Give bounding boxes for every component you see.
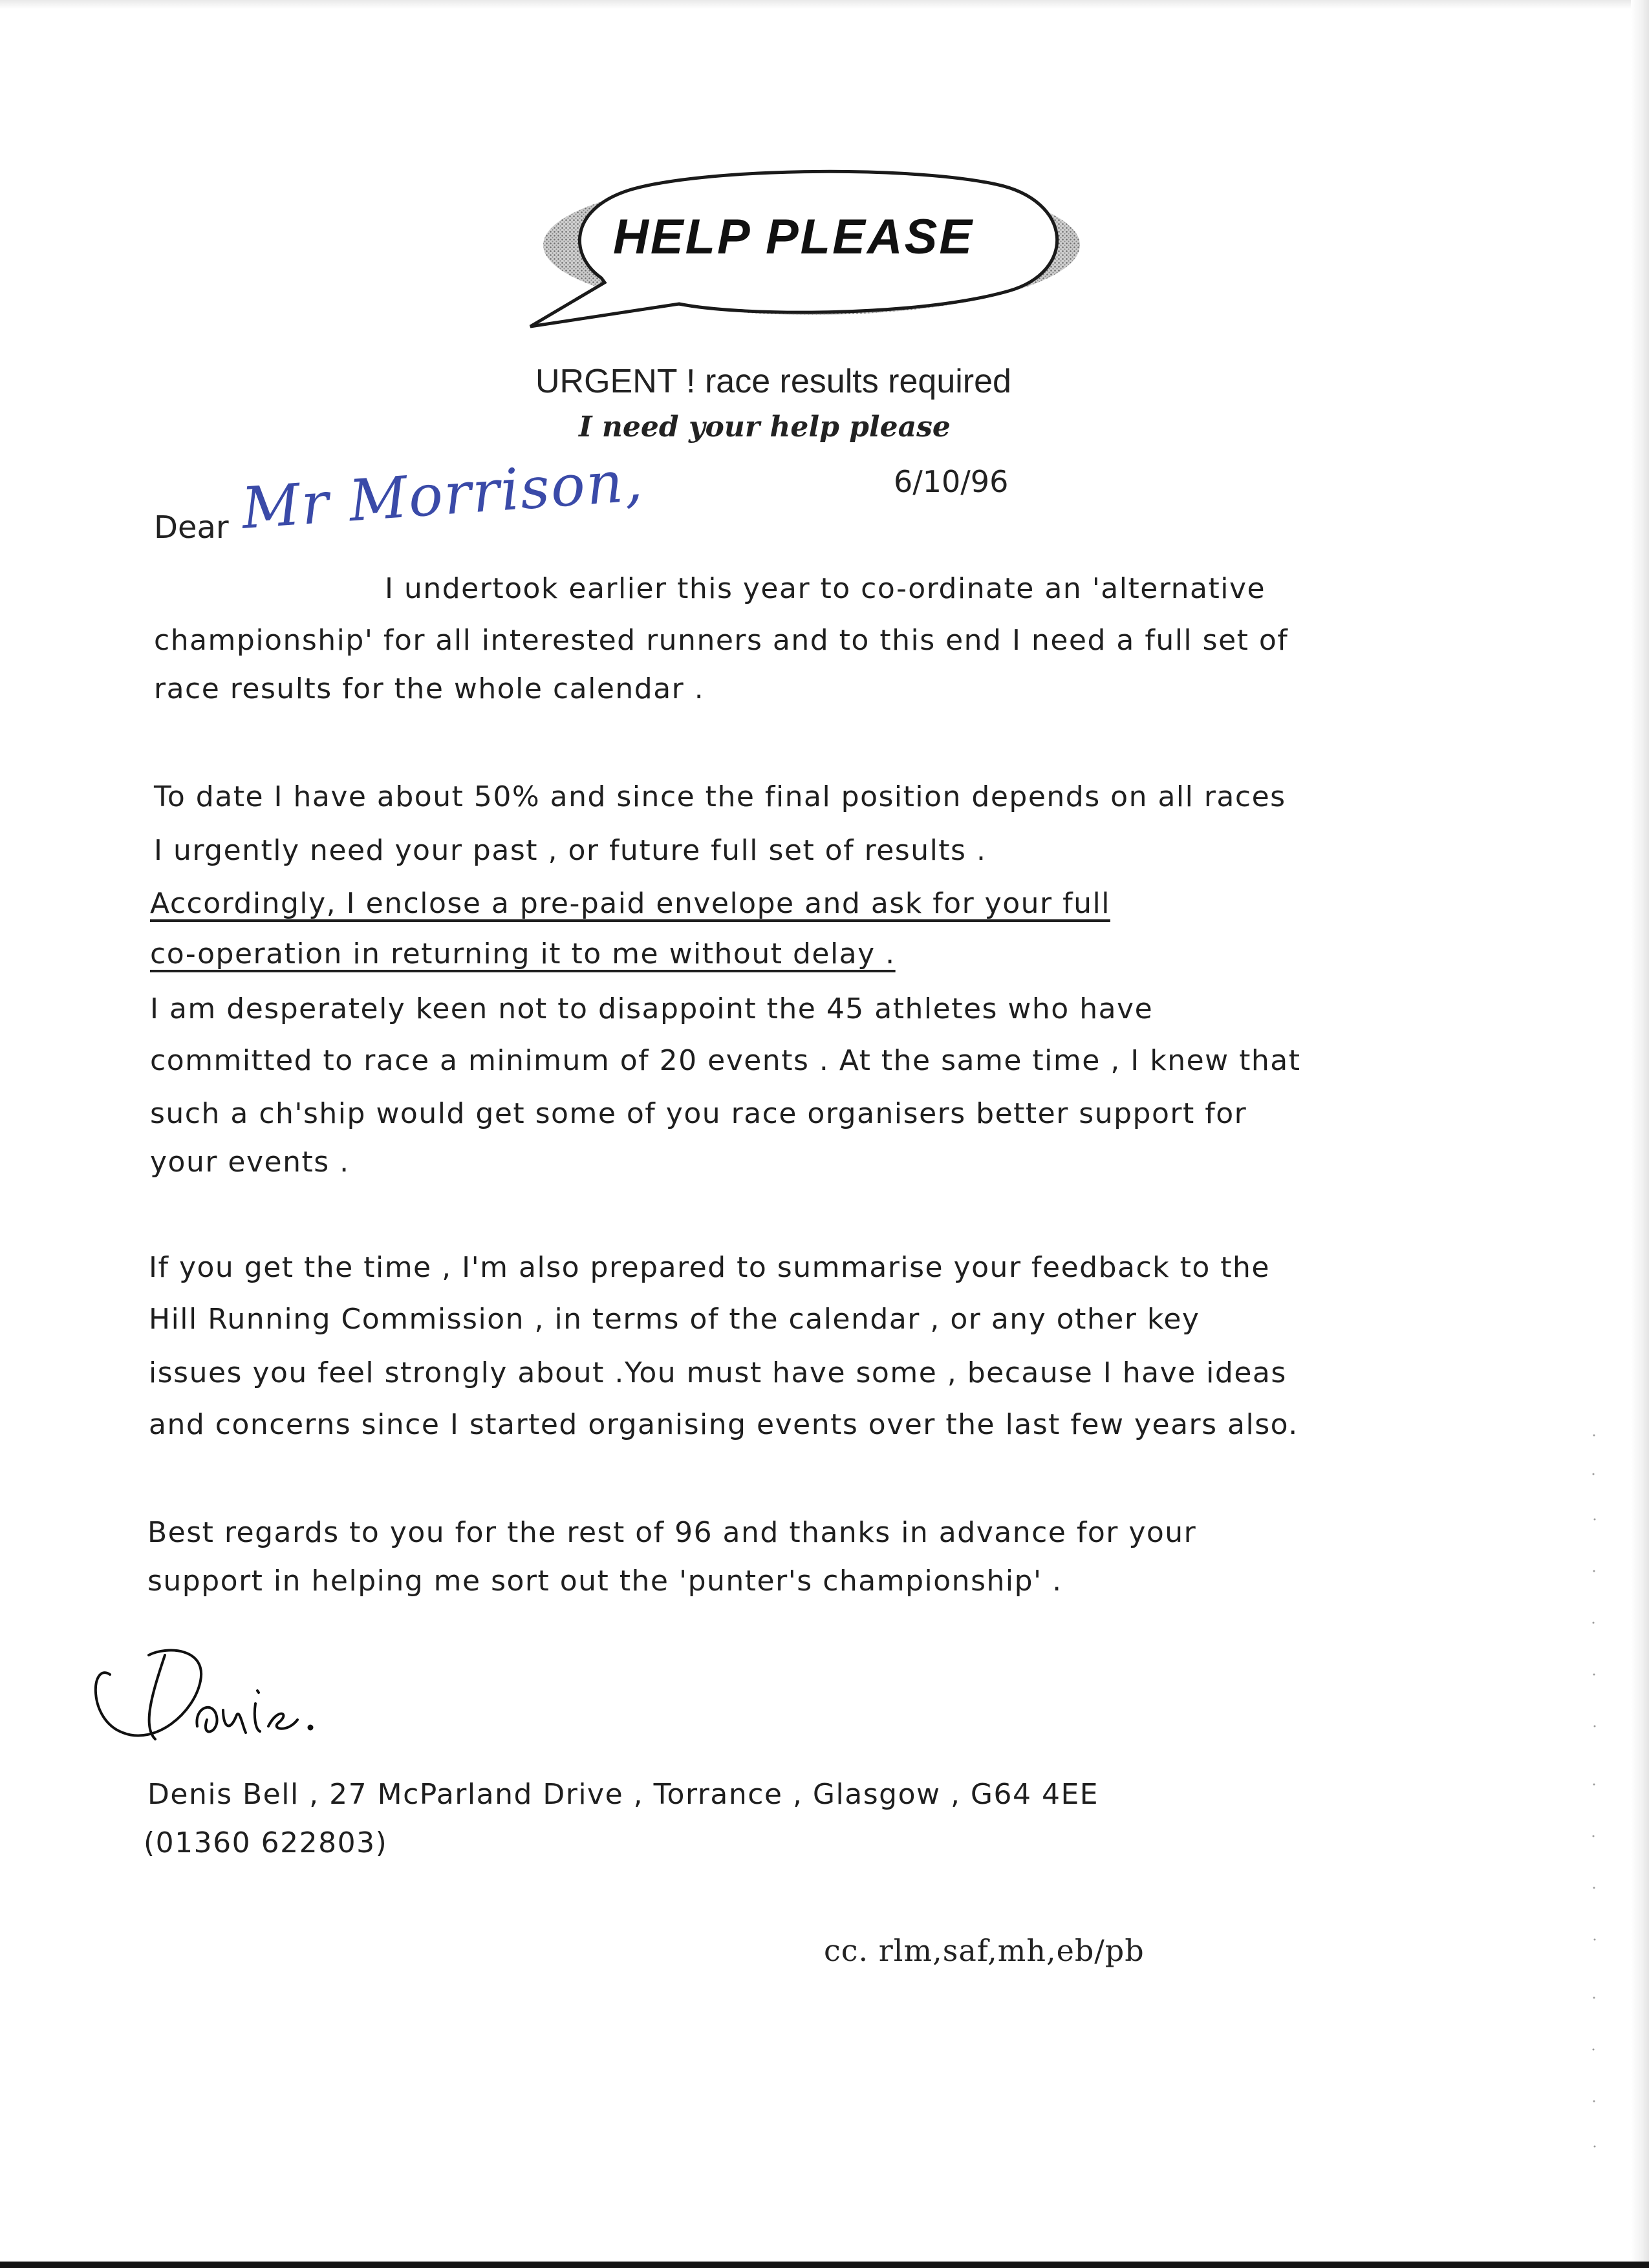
urgent-line: URGENT ! race results required bbox=[535, 363, 1011, 400]
scan-top-edge bbox=[0, 0, 1649, 9]
underlined-request-line: co-operation in returning it to me without delay . bbox=[150, 937, 896, 970]
scan-bottom-edge bbox=[0, 2262, 1649, 2268]
body-line: race results for the whole calendar . bbox=[154, 672, 705, 705]
letter-date: 6/10/96 bbox=[894, 464, 1009, 499]
handwritten-signature bbox=[84, 1636, 472, 1771]
subtitle: I need your help please bbox=[579, 411, 951, 444]
cc-line: cc. rlm,saf,mh,eb/pb bbox=[824, 1933, 1145, 1968]
body-line: and concerns since I started organising events over the last few years also. bbox=[149, 1408, 1299, 1441]
body-line: such a ch'ship would get some of you race organisers better support for bbox=[150, 1097, 1247, 1130]
body-line: support in helping me sort out the 'punter's championship' . bbox=[147, 1565, 1062, 1598]
body-line: Hill Running Commission , in terms of the calendar , or any other key bbox=[149, 1303, 1200, 1336]
body-line: issues you feel strongly about .You must have some , because I have ideas bbox=[149, 1356, 1287, 1389]
body-line: I urgently need your past , or future full set of results . bbox=[154, 834, 987, 867]
sender-address: Denis Bell , 27 McParland Drive , Torrance , Glasgow , G64 4EE bbox=[147, 1778, 1099, 1811]
scan-artifact-dots bbox=[1588, 1422, 1600, 2166]
speech-bubble-icon bbox=[491, 165, 1106, 365]
body-line: I undertook earlier this year to co-ordinate an 'alternative bbox=[385, 572, 1266, 605]
body-line: To date I have about 50% and since the final position depends on all races bbox=[154, 780, 1286, 813]
body-line: If you get the time , I'm also prepared to summarise your feedback to the bbox=[149, 1251, 1270, 1284]
body-line: championship' for all interested runners and to this end I need a full set of bbox=[154, 624, 1289, 657]
salutation-dear: Dear bbox=[154, 509, 229, 546]
sender-phone: (01360 622803) bbox=[144, 1826, 388, 1859]
help-please-heading: HELP PLEASE bbox=[613, 209, 975, 264]
underlined-request-line: Accordingly, I enclose a pre-paid envelope and ask for your full bbox=[150, 887, 1110, 920]
body-line: Best regards to you for the rest of 96 and thanks in advance for your bbox=[147, 1516, 1197, 1549]
body-line: your events . bbox=[150, 1146, 350, 1179]
body-line: committed to race a minimum of 20 events . At the same time , I knew that bbox=[150, 1044, 1301, 1077]
scan-right-edge bbox=[1631, 0, 1649, 2268]
handwritten-recipient-name: Mr Morrison, bbox=[239, 447, 646, 542]
body-line: I am desperately keen not to disappoint the 45 athletes who have bbox=[150, 992, 1154, 1025]
